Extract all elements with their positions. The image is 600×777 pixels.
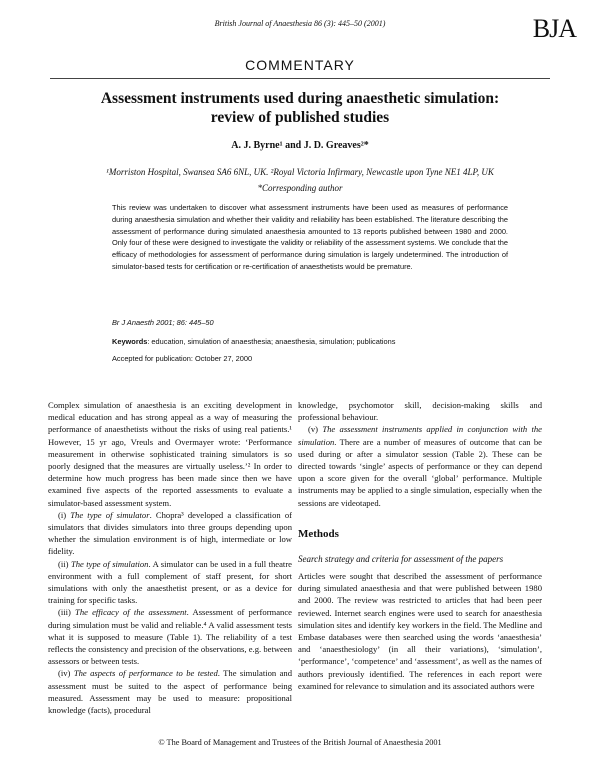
item-text: . Assessment of performance during simulation must be valid and reliable.⁴ A valid assessment tests what it is supposed to measure (Table 1). The reliability of a test reflects the consistency and precision of the observations, e.g. between assessors or between tests. bbox=[48, 607, 292, 667]
paragraph-continued: knowledge, psychomotor skill, decision-making skills and professional behaviour. bbox=[298, 400, 542, 423]
item-number: (i) bbox=[58, 509, 71, 520]
title-line-1: Assessment instruments used during anaesthetic simulation: bbox=[100, 90, 500, 107]
paragraph-aspects bbox=[48, 667, 292, 716]
left-column bbox=[48, 399, 292, 716]
journal-citation-line: British Journal of Anaesthesia 86 (3): 445–50 (2001) bbox=[214, 19, 386, 28]
item-number: (iv) bbox=[58, 668, 74, 679]
search-strategy-subheading: Search strategy and criteria for assessment of the papers bbox=[298, 554, 504, 565]
keywords-label: Keywords bbox=[112, 337, 148, 346]
authors: A. J. Byrne¹ and J. D. Greaves²* bbox=[231, 140, 369, 151]
item-heading: The aspects of performance to be tested bbox=[73, 668, 218, 679]
corresponding-author-note: *Corresponding author bbox=[257, 183, 343, 193]
item-number: (iii) bbox=[58, 607, 76, 618]
paragraph-instruments bbox=[298, 423, 542, 508]
article-title bbox=[40, 89, 560, 127]
section-label: COMMENTARY bbox=[245, 57, 355, 73]
right-column bbox=[298, 399, 542, 692]
item-text: . Chopra³ developed a classification of simulators that divides simulators into three groups depending upon whether the simulation environment is of high, intermediate or low fidelity. bbox=[48, 509, 292, 557]
header-divider bbox=[50, 78, 550, 79]
affiliations: ¹Morriston Hospital, Swansea SA6 6NL, UK. ²Royal Victoria Infirmary, Newcastle upon Tyne NE1 4LP, UK bbox=[106, 167, 494, 177]
accepted-date: Accepted for publication: October 27, 2000 bbox=[112, 354, 253, 363]
abstract: This review was undertaken to discover what assessment instruments have been used as measures of performance during anaesthesia simulation and whether their validity and reliability has been established. The literature describing the assessment of performance during simulated anaesthesia amounted to 13 reports published between 1980 and 2000. Only four of these were designed to investigate the validity or reliability of the assessment systems. We conclude that the efficacy of methodologies for assessment of performance during simulation is largely undetermined. The introduction of simulator-based tests for certification or re-certification of anaesthetists would be premature. bbox=[112, 203, 508, 271]
paragraph-search: Articles were sought that described the assessment of performance during simulated anaesthesia and that were published between 1980 and 2000. The review was restricted to articles that had been peer reviewed. Internet search engines were used to search for anaesthesia simulation sites and identify key workers in the field. The Medline and Embase databases were then searched using the words ‘anaesthesia’ and ‘anaesthesiology’ (in all their variations), ‘simulation’, ‘performance’, ‘competence’ and ‘assessment’, as well as the names of authors previously identified. The references in each report were examined for relevance to simulation and its associated authors were bbox=[298, 571, 542, 691]
keywords-list: : education, simulation of anaesthesia; anaesthesia, simulation; publications bbox=[147, 337, 396, 346]
item-heading: The efficacy of the assessment bbox=[75, 607, 187, 618]
paragraph-intro: Complex simulation of anaesthesia is an exciting development in medical education and has strong appeal as a way of measuring the performance of anaesthetists without the risks of using real patients.¹ However, 15 yr ago, Vreuls and Overmayer wrote: ‘Performance measurement in otherwise sophisticated training simulators is so poorly designed that the measures are virtually useless.’² In order to determine how much progress has been made since then we have examined five aspects of the reported assessments to evaluate a simulator-based assessment system. bbox=[48, 400, 292, 508]
keywords bbox=[112, 337, 508, 346]
item-heading: The assessment instruments applied in conjunction with the simulation bbox=[298, 424, 542, 447]
methods-heading: Methods bbox=[298, 527, 339, 540]
item-number: (ii) bbox=[58, 558, 71, 569]
article-citation: Br J Anaesth 2001; 86: 445–50 bbox=[112, 318, 214, 327]
title-line-2: review of published studies bbox=[210, 109, 390, 126]
item-heading: The type of simulation bbox=[70, 558, 149, 569]
copyright-footer: © The Board of Management and Trustees of the British Journal of Anaesthesia 2001 bbox=[158, 738, 442, 747]
paragraph-efficacy bbox=[48, 606, 292, 667]
paragraph-simulator-type bbox=[48, 509, 292, 558]
journal-logo: BJA bbox=[532, 14, 576, 43]
item-heading: The type of simulator bbox=[70, 509, 150, 520]
item-text: . A simulator can be used in a full theatre environment with a full complement of staff present, for short simulations with only the anaesthetist present, or as a device for training for specific tasks. bbox=[48, 558, 292, 606]
paragraph-simulation-type bbox=[48, 558, 292, 607]
item-number: (v) bbox=[308, 424, 323, 435]
item-text: . The simulation and assessment must be suited to the aspect of performance being measured. Assessment may be used to measure: propositional knowledge (facts), procedural bbox=[48, 668, 292, 716]
item-text: . There are a number of measures of outcome that can be used during or after a simulator session (Table 2). These can be directed towards ‘single’ aspects of performance or they can depend upon a score given for the overall ‘global’ performance. Multiple instruments may be applied to a single simulation, especially when the sessions are videotaped. bbox=[298, 436, 542, 508]
